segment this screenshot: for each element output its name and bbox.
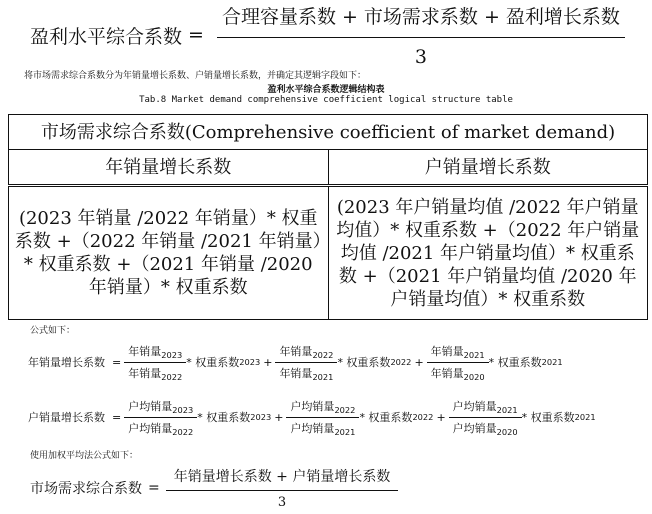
term-numerator: 年销量 — [430, 345, 464, 358]
formula-profit-level — [30, 2, 628, 68]
formula-market-demand — [30, 466, 398, 510]
plus-sign: + — [263, 355, 273, 369]
formula-household-growth — [28, 398, 596, 437]
term-numerator-year: 2023 — [172, 404, 194, 415]
term-denominator: 年销量 — [279, 366, 313, 380]
term-numerator: 户均销量 — [128, 400, 173, 413]
term-numerator-year: 2021 — [463, 349, 485, 360]
term-numerator: 户均销量 — [290, 400, 335, 413]
term-numerator-year: 2022 — [312, 349, 334, 360]
term-denominator-year: 2020 — [496, 426, 518, 437]
fraction-term-3 — [427, 343, 489, 382]
col-header-year-growth: 年销量增长系数 — [9, 150, 329, 186]
term-weight: * 权重系数 — [197, 411, 251, 425]
term-weight-year: 2022 — [390, 357, 412, 368]
plus-sign: + — [436, 410, 446, 424]
equals-sign: = — [112, 355, 122, 369]
term-weight-year: 2022 — [412, 412, 434, 423]
term-denominator: 户均销量 — [128, 421, 173, 435]
term-weight-year: 2021 — [541, 357, 563, 368]
formula-lhs: 市场需求综合系数 — [30, 481, 142, 497]
cell-household-growth-formula: (2023 年户销量均值 /2022 年户销量均值）* 权重系数 +（2022 年户销量均值 /2021 年户销量均值）* 权重系数 +（2021 年户销量均值 /2020 年户销量均值）* 权重系数 — [328, 186, 648, 320]
intro-note: 将市场需求综合系数分为年销量增长系数、户销量增长系数，并确定其逻辑字段如下： — [24, 71, 367, 81]
weighted-average-note: 使用加权平均法公式如下： — [30, 451, 139, 461]
formula-year-lhs: 年销量增长系数 — [28, 356, 105, 370]
plus-sign: + — [274, 410, 284, 424]
term-numerator: 年销量 — [279, 345, 313, 358]
term-weight: * 权重系数 — [521, 411, 575, 425]
term-denominator-year: 2021 — [334, 426, 356, 437]
term-weight: * 权重系数 — [488, 356, 542, 370]
term-denominator-year: 2022 — [161, 371, 183, 382]
term-weight-year: 2021 — [574, 412, 596, 423]
term-denominator: 户均销量 — [290, 421, 335, 435]
formula-denominator: 3 — [277, 495, 287, 510]
fraction-term-1 — [124, 398, 197, 437]
equals-sign: = — [112, 410, 122, 424]
formula-note: 公式如下： — [30, 326, 76, 336]
equals-sign: = — [148, 480, 160, 496]
term-numerator-year: 2023 — [161, 349, 183, 360]
formula-household-lhs: 户销量增长系数 — [28, 411, 105, 425]
fraction-term-2 — [286, 398, 359, 437]
term-denominator: 年销量 — [430, 366, 464, 380]
fraction-term-1 — [124, 343, 186, 382]
col-header-household-growth: 户销量增长系数 — [328, 150, 648, 186]
logic-structure-table — [8, 114, 648, 320]
term-denominator-year: 2020 — [463, 371, 485, 382]
term-weight: * 权重系数 — [186, 356, 240, 370]
term-denominator-year: 2021 — [312, 371, 334, 382]
term-denominator: 户均销量 — [452, 421, 497, 435]
cell-year-growth-formula: (2023 年销量 /2022 年销量）* 权重系数 +（2022 年销量 /2021 年销量）* 权重系数 +（2021 年销量 /2020 年销量）* 权重系数 — [9, 186, 329, 320]
plus-sign: + — [414, 355, 424, 369]
term-weight-year: 2023 — [239, 357, 261, 368]
table-caption-cn: 盈利水平综合系数逻辑结构表 — [267, 85, 385, 95]
term-weight: * 权重系数 — [359, 411, 413, 425]
term-denominator-year: 2022 — [172, 426, 194, 437]
term-denominator: 年销量 — [128, 366, 162, 380]
formula-numerator: 年销量增长系数 + 户销量增长系数 — [173, 469, 391, 485]
table-caption-en: Tab.8 Market demand comprehensive coefficient logical structure table — [139, 95, 513, 105]
fraction-term-2 — [275, 343, 337, 382]
formula-fraction — [166, 466, 399, 510]
term-weight: * 权重系数 — [337, 356, 391, 370]
table-title-cell: 市场需求综合系数(Comprehensive coefficient of market demand) — [9, 115, 648, 150]
formula-denominator: 3 — [414, 46, 427, 68]
term-numerator-year: 2022 — [334, 404, 356, 415]
formula-lhs: 盈利水平综合系数 — [30, 25, 183, 48]
formula-numerator: 合理容量系数 + 市场需求系数 + 盈利增长系数 — [221, 6, 620, 28]
term-numerator: 年销量 — [128, 345, 162, 358]
equals-sign: = — [188, 24, 204, 46]
term-numerator: 户均销量 — [452, 400, 497, 413]
formula-year-growth — [28, 343, 563, 382]
term-weight-year: 2023 — [250, 412, 272, 423]
formula-fraction — [214, 2, 628, 68]
fraction-term-3 — [449, 398, 522, 437]
term-numerator-year: 2021 — [496, 404, 518, 415]
